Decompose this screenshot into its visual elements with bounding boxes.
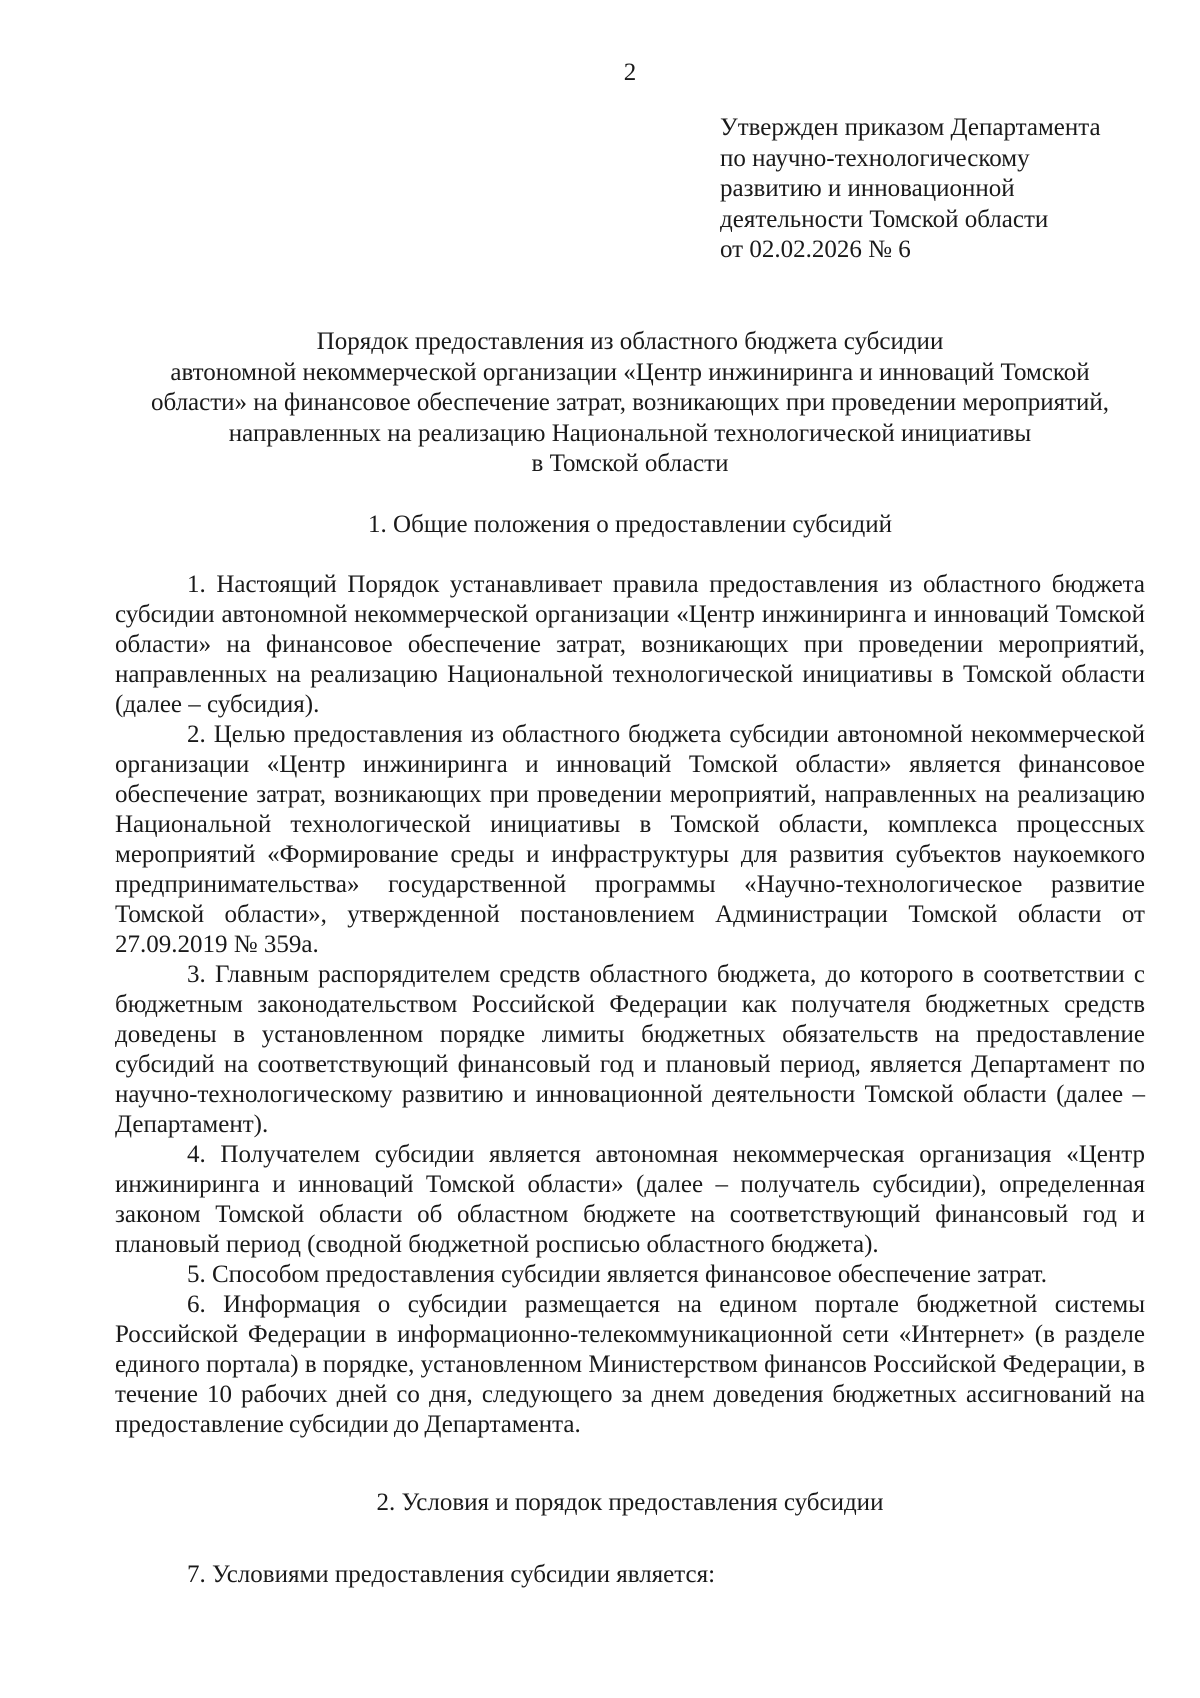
section-1-heading: 1. Общие положения о предоставлении субсидий [368, 511, 892, 538]
paragraph-4: 4. Получателем субсидии является автономная некоммерческая организация «Центр инжиниринга и инноваций Томской области» (далее – получатель субсидии), определенная законом Томской области об областном бюджете на соответствующий финансовый год и плановый период (сводной бюджетной росписью областного бюджета). [115, 1141, 1145, 1258]
page-number: 2 [623, 59, 637, 86]
document-title [115, 327, 1145, 480]
paragraph-3: 3. Главным распорядителем средств областного бюджета, до которого в соответствии с бюджетным законодательством Российской Федерации как получателя бюджетных средств доведены в установленном порядке лимиты бюджетных обязательств на предоставление субсидий на соответствующий финансовый год и плановый период, является Департамент по научно-технологическому развитию и инновационной деятельности Томской области (далее – Департамент). [115, 961, 1145, 1138]
approval-line: Утвержден приказом Департамента [720, 114, 1101, 141]
paragraph-7: 7. Условиями предоставления субсидии является: [187, 1561, 716, 1588]
title-line: автономной некоммерческой организации «Центр инжиниринга и инноваций Томской [170, 358, 1090, 386]
section-1-body [115, 570, 1145, 1440]
title-line: области» на финансовое обеспечение затрат, возникающих при проведении мероприятий, [150, 389, 1110, 416]
approval-line: развитию и инновационной [720, 175, 1015, 202]
paragraph-5: 5. Способом предоставления субсидии является финансовое обеспечение затрат. [187, 1261, 1047, 1288]
paragraph-1: 1. Настоящий Порядок устанавливает правила предоставления из областного бюджета субсидии автономной некоммерческой организации «Центр инжиниринга и инноваций Томской области» на финансовое обеспечение затрат, возникающих при проведении мероприятий, направленных на реализацию Национальной технологической инициативы в Томской области (далее – субсидия). [115, 571, 1145, 718]
approval-line: по научно-технологическому [720, 144, 1030, 172]
title-line: Порядок предоставления из областного бюджета субсидии [316, 328, 944, 355]
approval-line: деятельности Томской области [720, 205, 1049, 233]
section-2-heading: 2. Условия и порядок предоставления субсидии [376, 1489, 884, 1516]
approval-stamp-block [720, 113, 1160, 266]
title-line: в Томской области [531, 450, 729, 477]
paragraph-6: 6. Информация о субсидии размещается на едином портале бюджетной системы Российской Федерации в информационно-телекоммуникационной сети «Интернет» (в разделе единого портала) в порядке, установленном Министерством финансов Российской Федерации, в течение 10 рабочих дней со дня, следующего за днем доведения бюджетных ассигнований на предоставление субсидии до Департамента. [115, 1291, 1145, 1438]
paragraph-2: 2. Целью предоставления из областного бюджета субсидии автономной некоммерческой организации «Центр инжиниринга и инноваций Томской области» является финансовое обеспечение затрат, возникающих при проведении мероприятий, направленных на реализацию Национальной технологической инициативы в Томской области, комплекса процессных мероприятий «Формирование среды и инфраструктуры для развития субъектов наукоемкого предпринимательства» государственной программы «Научно-технологическое развитие Томской области», утвержденной постановлением Администрации Томской области от 27.09.2019 № 359а. [115, 721, 1145, 958]
approval-line: от 02.02.2026 № 6 [720, 236, 911, 263]
title-line: направленных на реализацию Национальной технологической инициативы [228, 419, 1032, 447]
